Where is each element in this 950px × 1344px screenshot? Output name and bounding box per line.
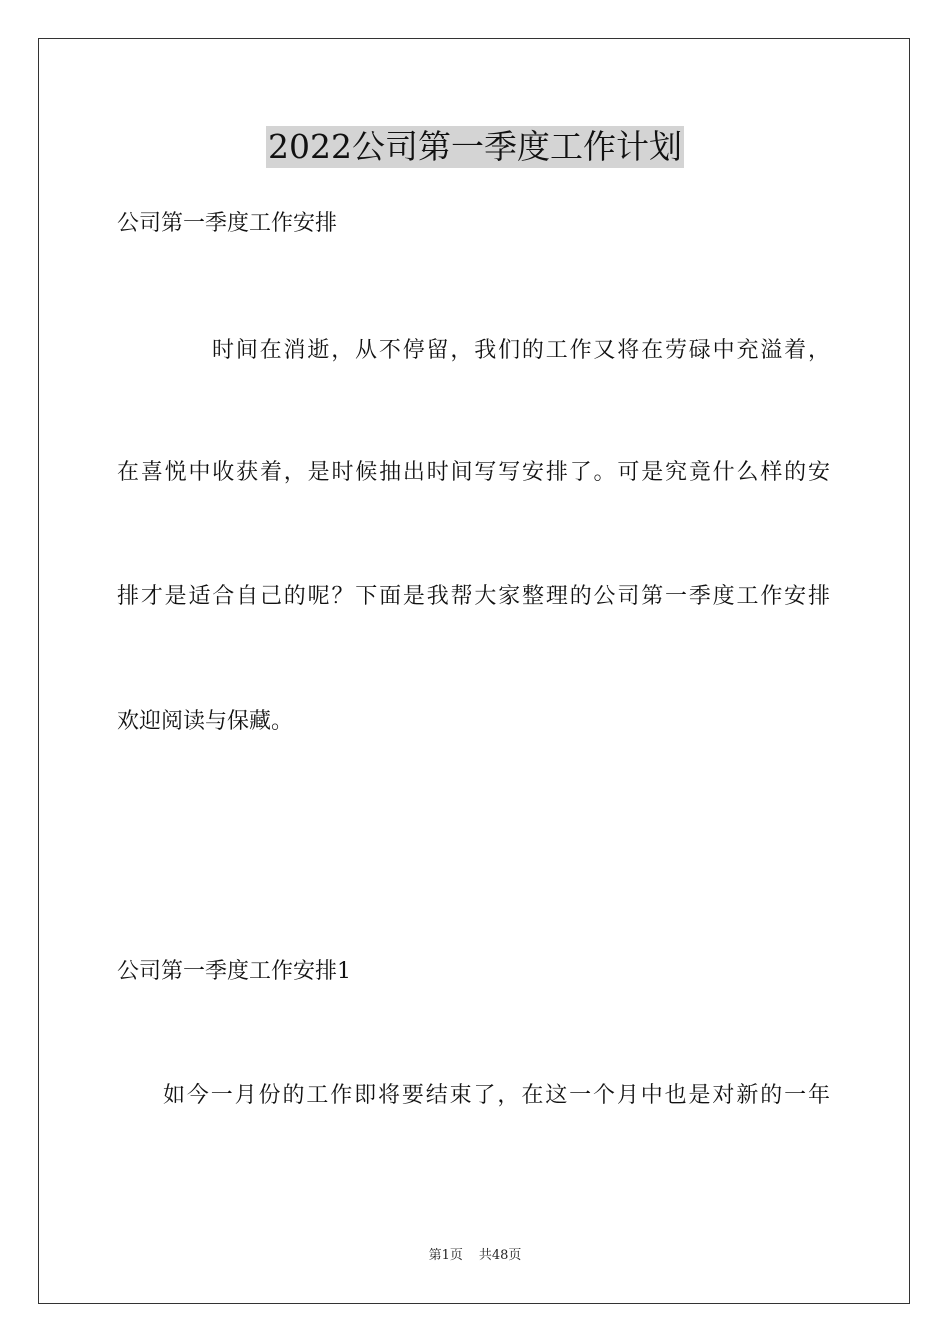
paragraph-line: 排才是适合自己的呢？下面是我帮大家整理的公司第一季度工作安排 [117, 584, 830, 609]
page-number: 第1页 [428, 1248, 463, 1263]
page-footer [0, 1247, 950, 1265]
paragraph-line: 在喜悦中收获着，是时候抽出时间写写安排了。可是究竟什么样的安 [117, 460, 830, 485]
section-heading: 公司第一季度工作安排1 [117, 959, 351, 984]
title-container [0, 126, 950, 168]
paragraph-line: 如今一月份的工作即将要结束了，在这一个月中也是对新的一年 [163, 1083, 830, 1108]
paragraph-line: 时间在消逝，从不停留，我们的工作又将在劳碌中充溢着， [212, 338, 830, 363]
document-subtitle: 公司第一季度工作安排 [117, 211, 338, 236]
page-total: 共48页 [478, 1248, 522, 1263]
document-title: 2022公司第一季度工作计划 [268, 127, 682, 166]
paragraph-line: 欢迎阅读与保藏。 [117, 709, 294, 734]
